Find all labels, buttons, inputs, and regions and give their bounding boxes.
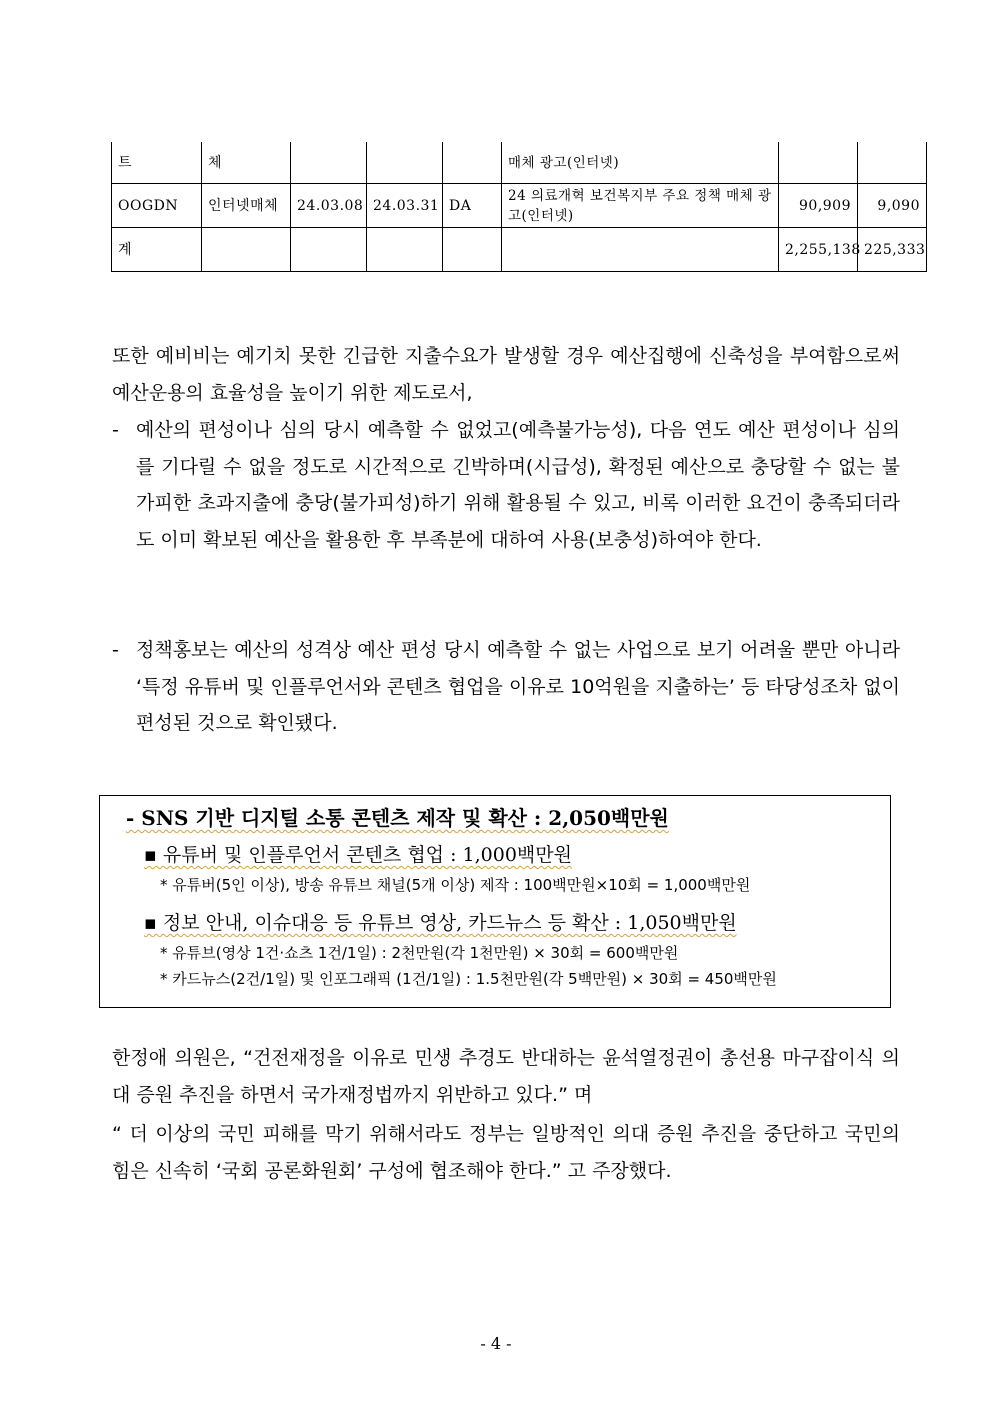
budget-detail-box: [99, 795, 891, 1008]
paragraph-intro: 또한 예비비는 예기치 못한 긴급한 지출수요가 발생할 경우 예산집행에 신축성을 부여함으로써 예산운용의 효율성을 높이기 위한 제도로서,: [112, 345, 900, 404]
table-cell: 2,255,138: [779, 228, 858, 272]
table-cell: 90,909: [779, 184, 858, 228]
bullet-text: 예산의 편성이나 심의 당시 예측할 수 없었고(예측불가능성), 다음 연도 예산 편성이나 심의를 기다릴 수 없을 정도로 시간적으로 긴박하며(시급성), 확정된 예산으로 충당할 수 없는 불가피한 초과지출에 충당(불가피성)하기 위해 활용될 수 있고, 비록 이러한 요건이 충족되더라도 이미 확보된 예산을 활용한 후 부족분에 대하여 사용(보충성)하여야 한다.: [136, 419, 900, 551]
table-cell: [202, 228, 291, 272]
box-note: * 유튜버(5인 이상), 방송 유튜브 채널(5개 이상) 제작 : 100백만원×10회 = 1,000백만원: [160, 876, 751, 894]
table-cell: OOGDN: [112, 184, 202, 228]
bullet-dash: -: [112, 639, 119, 661]
paragraph-quote-2: “ 더 이상의 국민 피해를 막기 위해서라도 정부는 일방적인 의대 증원 추진을 중단하고 국민의 힘은 신속히 ‘국회 공론화원회’ 구성에 협조해야 한다.” 고 주장했다.: [112, 1123, 900, 1182]
bullet-policy-promotion: [112, 632, 900, 742]
table-cell: 9,090: [858, 184, 927, 228]
table-cell: 24.03.31: [367, 184, 443, 228]
table-row: [112, 228, 927, 272]
box-heading: - SNS 기반 디지털 소통 콘텐츠 제작 및 확산 : 2,050백만원: [126, 806, 669, 830]
table-cell: 체: [202, 142, 291, 184]
box-note: * 카드뉴스(2건/1일) 및 인포그래픽 (1건/1일) : 1.5천만원(각 5백만원) × 30회 = 450백만원: [160, 970, 777, 988]
bullet-dash: -: [112, 419, 119, 441]
table-cell: [502, 228, 779, 272]
table-cell: [443, 142, 502, 184]
paragraph-quote-1: 한정애 의원은, “건전재정을 이유로 민생 추경도 반대하는 윤석열정권이 총선용 마구잡이식 의대 증원 추진을 하면서 국가재정법까지 위반하고 있다.” 며: [112, 1047, 900, 1106]
page-number: - 4 -: [480, 1334, 512, 1353]
table-cell: 계: [112, 228, 202, 272]
table-cell: DA: [443, 184, 502, 228]
bullet-reserve-requirements: [112, 412, 900, 558]
table-cell: 24.03.08: [291, 184, 367, 228]
table-cell: [443, 228, 502, 272]
table-cell: 매체 광고(인터넷): [502, 142, 779, 184]
bullet-text: 정책홍보는 예산의 성격상 예산 편성 당시 예측할 수 없는 사업으로 보기 어려울 뿐만 아니라 ‘특정 유튜버 및 인플루언서와 콘텐츠 협업을 이유로 10억원을 지출하는’ 등 타당성조차 없이 편성된 것으로 확인됐다.: [136, 639, 900, 735]
table-cell: 24 의료개혁 보건복지부 주요 정책 매체 광고(인터넷): [502, 184, 779, 228]
box-item: ▪ 정보 안내, 이슈대응 등 유튜브 영상, 카드뉴스 등 확산 : 1,050백만원: [144, 912, 737, 934]
table-cell: [367, 142, 443, 184]
table-row: [112, 142, 927, 184]
table-cell: [291, 228, 367, 272]
table-cell: [291, 142, 367, 184]
table-cell: 225,333: [858, 228, 927, 272]
budget-table: [111, 142, 927, 272]
table-cell: [779, 142, 858, 184]
table-row: [112, 184, 927, 228]
box-item: ▪ 유튜버 및 인플루언서 콘텐츠 협업 : 1,000백만원: [144, 844, 572, 866]
box-note: * 유튜브(영상 1건·쇼츠 1건/1일) : 2천만원(각 1천만원) × 30회 = 600백만원: [160, 944, 679, 962]
table-cell: 트: [112, 142, 202, 184]
table-cell: [858, 142, 927, 184]
table-cell: [367, 228, 443, 272]
table-cell: 인터넷매체: [202, 184, 291, 228]
